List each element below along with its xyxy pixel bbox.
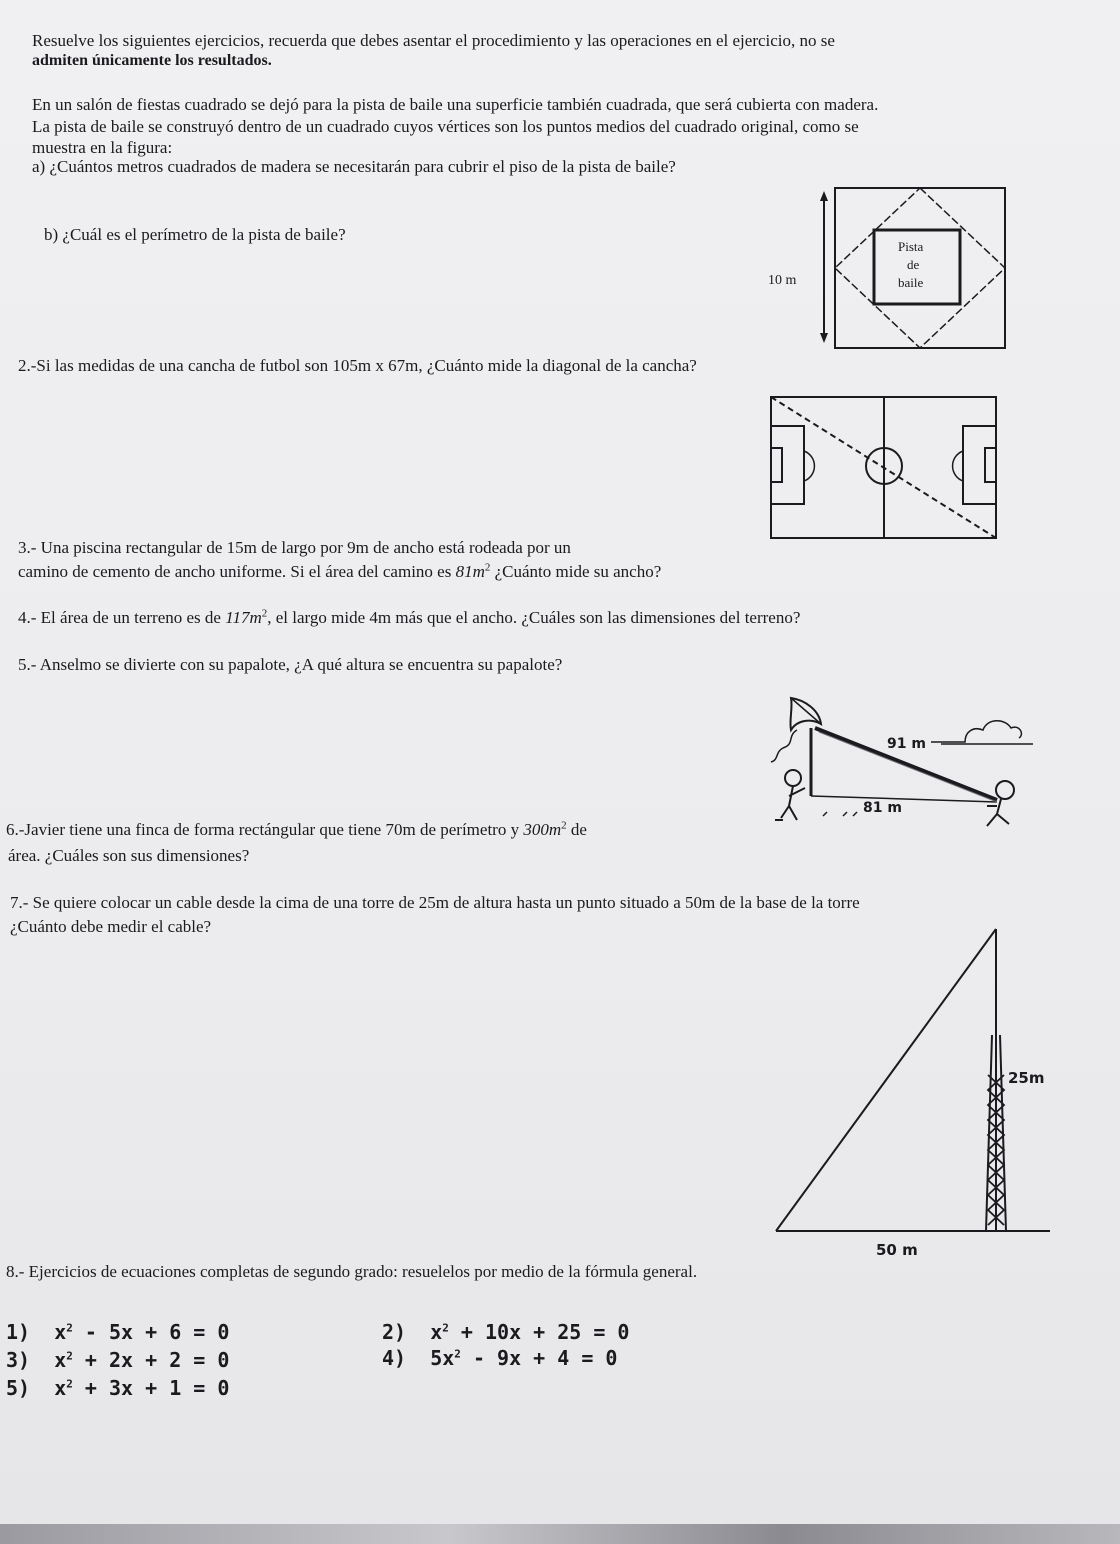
- ex4-text-a: 4.- El área de un terreno es de: [18, 608, 226, 627]
- dance-floor-figure: [760, 185, 1010, 350]
- equation-5-number: 5): [6, 1376, 31, 1400]
- arrow-up-icon: [820, 191, 828, 201]
- equation-5-exponent: 2: [66, 1377, 73, 1391]
- ex1-paragraph-line-3: muestra en la figura:: [32, 138, 173, 157]
- ex6-line-1: [6, 820, 587, 840]
- cloud-icon: [931, 721, 1021, 742]
- equation-1-rest: - 5x + 6 = 0: [72, 1320, 230, 1344]
- ex3-line-1: 3.- Una piscina rectangular de 15m de largo por 9m de ancho está rodeada por un: [18, 538, 571, 557]
- equation-2: [382, 1320, 629, 1344]
- ex7-line-2: ¿Cuánto debe medir el cable?: [10, 917, 212, 936]
- ex3-area-exponent: 2: [484, 561, 491, 574]
- equation-5-rest: + 3x + 1 = 0: [72, 1376, 230, 1400]
- kid-head-icon: [996, 781, 1014, 799]
- ex8-heading: 8.- Ejercicios de ecuaciones completas de segundo grado: resuelelos por medio de la fórmula general.: [6, 1262, 698, 1281]
- instructions-line-1: Resuelve los siguientes ejercicios, recuerda que debes asentar el procedimiento y las operaciones en el ejercicio, no se: [32, 31, 835, 50]
- ex4-area-exponent: 2: [261, 607, 268, 620]
- equation-1-lead: x: [54, 1320, 67, 1344]
- equation-1-exponent: 2: [66, 1321, 73, 1335]
- ex1-paragraph-line-1: En un salón de fiestas cuadrado se dejó para la pista de baile una superficie también cuadrada, que será cubierta con madera.: [32, 95, 879, 114]
- ex2-question: 2.-Si las medidas de una cancha de futbol son 105m x 67m, ¿Cuánto mide la diagonal de la cancha?: [18, 356, 697, 375]
- dimension-label: 10 m: [768, 273, 797, 288]
- kite-icon: [790, 698, 821, 730]
- tower-height-label: 25m: [1008, 1069, 1045, 1087]
- ground-distance-label: 81 m: [863, 800, 902, 816]
- ex1-question-a: a) ¿Cuántos metros cuadrados de madera se necesitarán para cubrir el piso de la pista de baile?: [32, 157, 676, 176]
- left-penalty-arc: [804, 451, 814, 481]
- equation-5-lead: x: [54, 1376, 67, 1400]
- ex3-text-b: ¿Cuánto mide su ancho?: [490, 562, 662, 581]
- outer-square: [835, 188, 1005, 348]
- equation-3-rest: + 2x + 2 = 0: [72, 1348, 230, 1372]
- grass-marks: [823, 812, 857, 816]
- right-penalty-arc: [953, 451, 963, 481]
- dance-floor-label-1: Pista: [898, 239, 924, 254]
- equation-1-number: 1): [6, 1320, 31, 1344]
- equation-3-lead: x: [54, 1348, 67, 1372]
- desk-edge: [0, 1524, 1120, 1544]
- ex6-area: 300m: [523, 820, 562, 839]
- equation-2-lead: x: [430, 1320, 443, 1344]
- equation-2-number: 2): [382, 1320, 407, 1344]
- ground-distance-line: [811, 796, 997, 802]
- boy-body-icon: [775, 786, 805, 820]
- left-penalty-box: [771, 426, 804, 504]
- equation-4-number: 4): [382, 1346, 407, 1370]
- ex6-area-exponent: 2: [561, 819, 567, 832]
- ex3-text-a: camino de cemento de ancho uniforme. Si el área del camino es: [18, 562, 456, 581]
- ex4-area: 117m: [225, 608, 262, 627]
- ex7-line-1: 7.- Se quiere colocar un cable desde la cima de una torre de 25m de altura hasta un punto situado a 50m de la base de la torre: [10, 893, 860, 912]
- equation-2-rest: + 10x + 25 = 0: [448, 1320, 630, 1344]
- ex4-text-b: , el largo mide 4m más que el ancho. ¿Cuáles son las dimensiones del terreno?: [267, 608, 801, 627]
- equation-4-lead: 5x: [430, 1346, 455, 1370]
- equation-4-exponent: 2: [454, 1347, 461, 1361]
- ex3-line-2: [18, 562, 661, 582]
- equation-1: [6, 1320, 229, 1344]
- equation-2-exponent: 2: [442, 1321, 449, 1335]
- soccer-field-figure: [770, 396, 1000, 541]
- ex3-area: 81m: [455, 562, 485, 581]
- ex4-question: [18, 608, 800, 628]
- cable-line: [776, 929, 996, 1231]
- tower-figure: [770, 925, 1050, 1265]
- string-length-label: 91 m: [887, 736, 926, 752]
- ex5-question: 5.- Anselmo se divierte con su papalote, ¿A qué altura se encuentra su papalote?: [18, 655, 563, 674]
- dance-floor-label-3: baile: [898, 275, 924, 290]
- inner-diamond: [835, 188, 1005, 348]
- ex1-question-b: b) ¿Cuál es el perímetro de la pista de baile?: [44, 225, 346, 244]
- equation-3: [6, 1348, 229, 1372]
- ex6-text-a: 6.-Javier tiene una finca de forma rectángular que tiene 70m de perímetro y: [6, 820, 524, 839]
- kite-figure: [735, 688, 1035, 838]
- equation-4: [382, 1346, 617, 1370]
- equation-4-rest: - 9x + 4 = 0: [460, 1346, 618, 1370]
- arrow-down-icon: [820, 333, 828, 343]
- kite-tail: [771, 730, 797, 762]
- equation-5: [6, 1376, 229, 1400]
- instructions-line-2: admiten únicamente los resultados.: [32, 52, 272, 69]
- equation-3-number: 3): [6, 1348, 31, 1372]
- tower-distance-label: 50 m: [876, 1241, 918, 1259]
- dance-floor-label-2: de: [907, 257, 920, 272]
- kid-body-icon: [987, 799, 1009, 826]
- boy-head-icon: [785, 770, 801, 786]
- left-goal-box: [771, 448, 782, 482]
- right-penalty-box: [963, 426, 996, 504]
- ex1-paragraph-line-2: La pista de baile se construyó dentro de un cuadrado cuyos vértices son los puntos medios del cuadrado original, como se: [32, 117, 859, 136]
- right-goal-box: [985, 448, 996, 482]
- equation-3-exponent: 2: [66, 1349, 73, 1363]
- ex6-line-2: área. ¿Cuáles son sus dimensiones?: [8, 846, 250, 865]
- ex6-text-b: de: [566, 820, 587, 839]
